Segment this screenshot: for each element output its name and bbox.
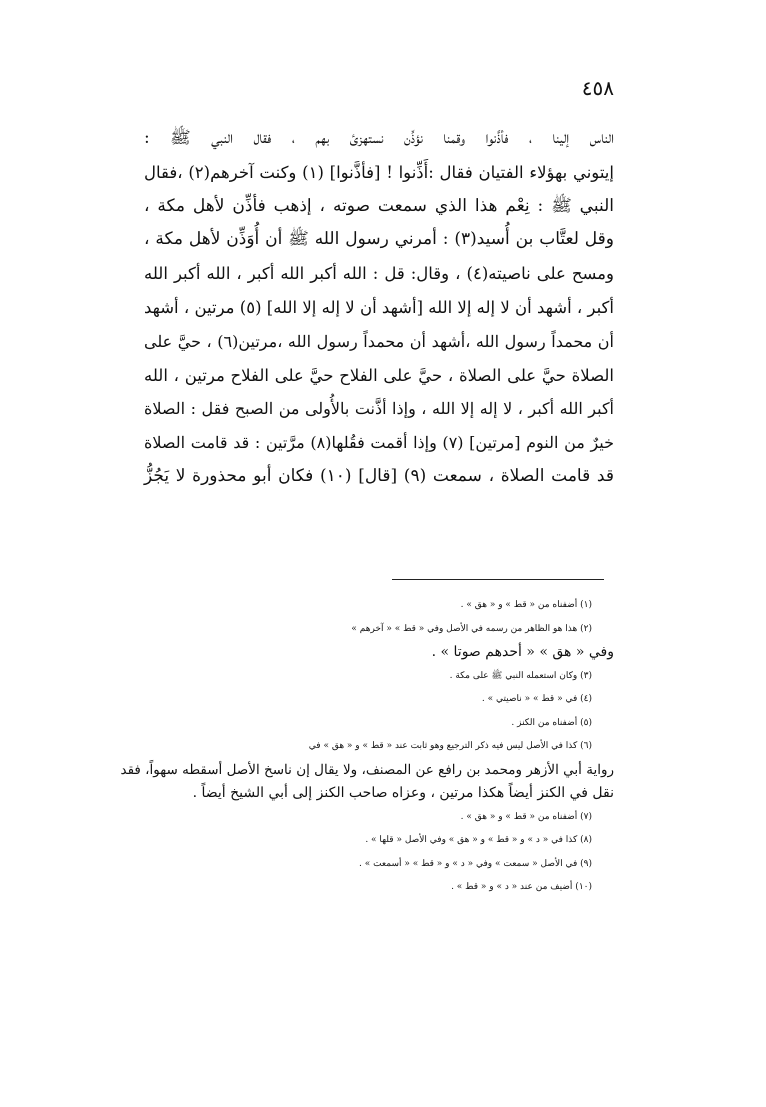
footnote-separator: [392, 579, 604, 580]
footnote-2-continued: وفي « هق » « أحدهم صوتا » .: [431, 644, 614, 660]
text-line: النبي ﷺ : نِعْم هذا الذي سمعت صوته ، إذهب فأذِّن لأهل مكة ،: [144, 195, 614, 216]
footnote-9: (٩) في الأصل « سمعت » وفي « د » و « قط » « أسمعت » .: [358, 858, 592, 869]
footnote-2: (٢) هذا هو الظاهر من رسمه في الأصل وفي « قط » « آخرهم »: [351, 623, 592, 634]
footnote-1: (١) أضفناه من « قط » و « هق » .: [460, 600, 592, 610]
footnote-6-continued: رواية أبي الأزهر ومحمد بن رافع عن المصنف، ولا يقال إن ناسخ الأصل أسقطه سهواً، فقد: [120, 761, 614, 778]
text-line: الناس إلينا ، فأذَّنوا وقمنا نؤذِّن نستهزئ بهم ، فقال النبي ﷺ :: [144, 128, 614, 148]
text-line: أن محمداً رسول الله ،أشهد أن محمداً رسول الله ،مرتين(٦) ، حيَّ على: [144, 331, 614, 351]
page-number: ٤٥٨: [581, 76, 614, 100]
footnote-4: (٤) في « قط » « ناصيتي » .: [481, 694, 592, 704]
text-line: ومسح على ناصيته(٤) ، وقال: قل : الله أكبر الله أكبر ، الله أكبر الله: [144, 264, 614, 284]
text-line: وقل لعتَّاب بن أُسيد(٣) : أمرني رسول الله ﷺ أن أُوَذِّن لأهل مكة ،: [144, 229, 614, 250]
text-line: الصلاة حيَّ على الصلاة ، حيَّ على الفلاح حيَّ على الفلاح مرتين ، الله: [144, 365, 614, 385]
text-line: قد قامت الصلاة ، سمعت (٩) [قال] (١٠) فكان أبو محذورة لا يَجُزُّ: [144, 465, 614, 486]
footnote-7: (٧) أضفناه من « قط » و « هق » .: [460, 811, 592, 822]
text-line: أكبر ، أشهد أن لا إله إلا الله [أشهد أن لا إله إلا الله] (٥) مرتين ، أشهد: [143, 297, 614, 317]
footnote-10: (١٠) أضيف من عند « د » و « قط » .: [451, 882, 592, 892]
footnotes: [114, 594, 614, 900]
text-line: أكبر الله أكبر ، لا إله إلا الله ، وإذا أذَّنت بالأُولى من الصبح فقل : الصلاة: [144, 399, 614, 419]
footnote-5: (٥) أضفناه من الكنز .: [511, 717, 592, 728]
footnote-8: (٨) كذا في « د » و « قط » و « هق » وفي الأصل « قلها » .: [365, 835, 592, 845]
text-line: إيتوني بهؤلاء الفتيان فقال :أَذِّنوا ! [فأذَّنوا] (١) وكنت آخرهم(٢) ،فقال: [144, 162, 614, 182]
footnote-3: (٣) وكان استعمله النبي ﷺ على مكة .: [449, 670, 592, 681]
footnote-6: (٦) كذا في الأصل ليس فيه ذكر الترجيع وهو ثابت عند « قط » و « هق » في: [308, 741, 592, 751]
footnote-6-end: نقل في الكنز أيضاً هكذا مرتين ، وعزاه صاحب الكنز إلى أبي الشيخ أيضاً .: [192, 785, 614, 801]
text-line: خيرٌ من النوم [مرتين] (٧) وإذا أقمت فقُلها(٨) مرَّتين : قد قامت الصلاة: [144, 433, 615, 453]
main-text: [144, 122, 614, 494]
